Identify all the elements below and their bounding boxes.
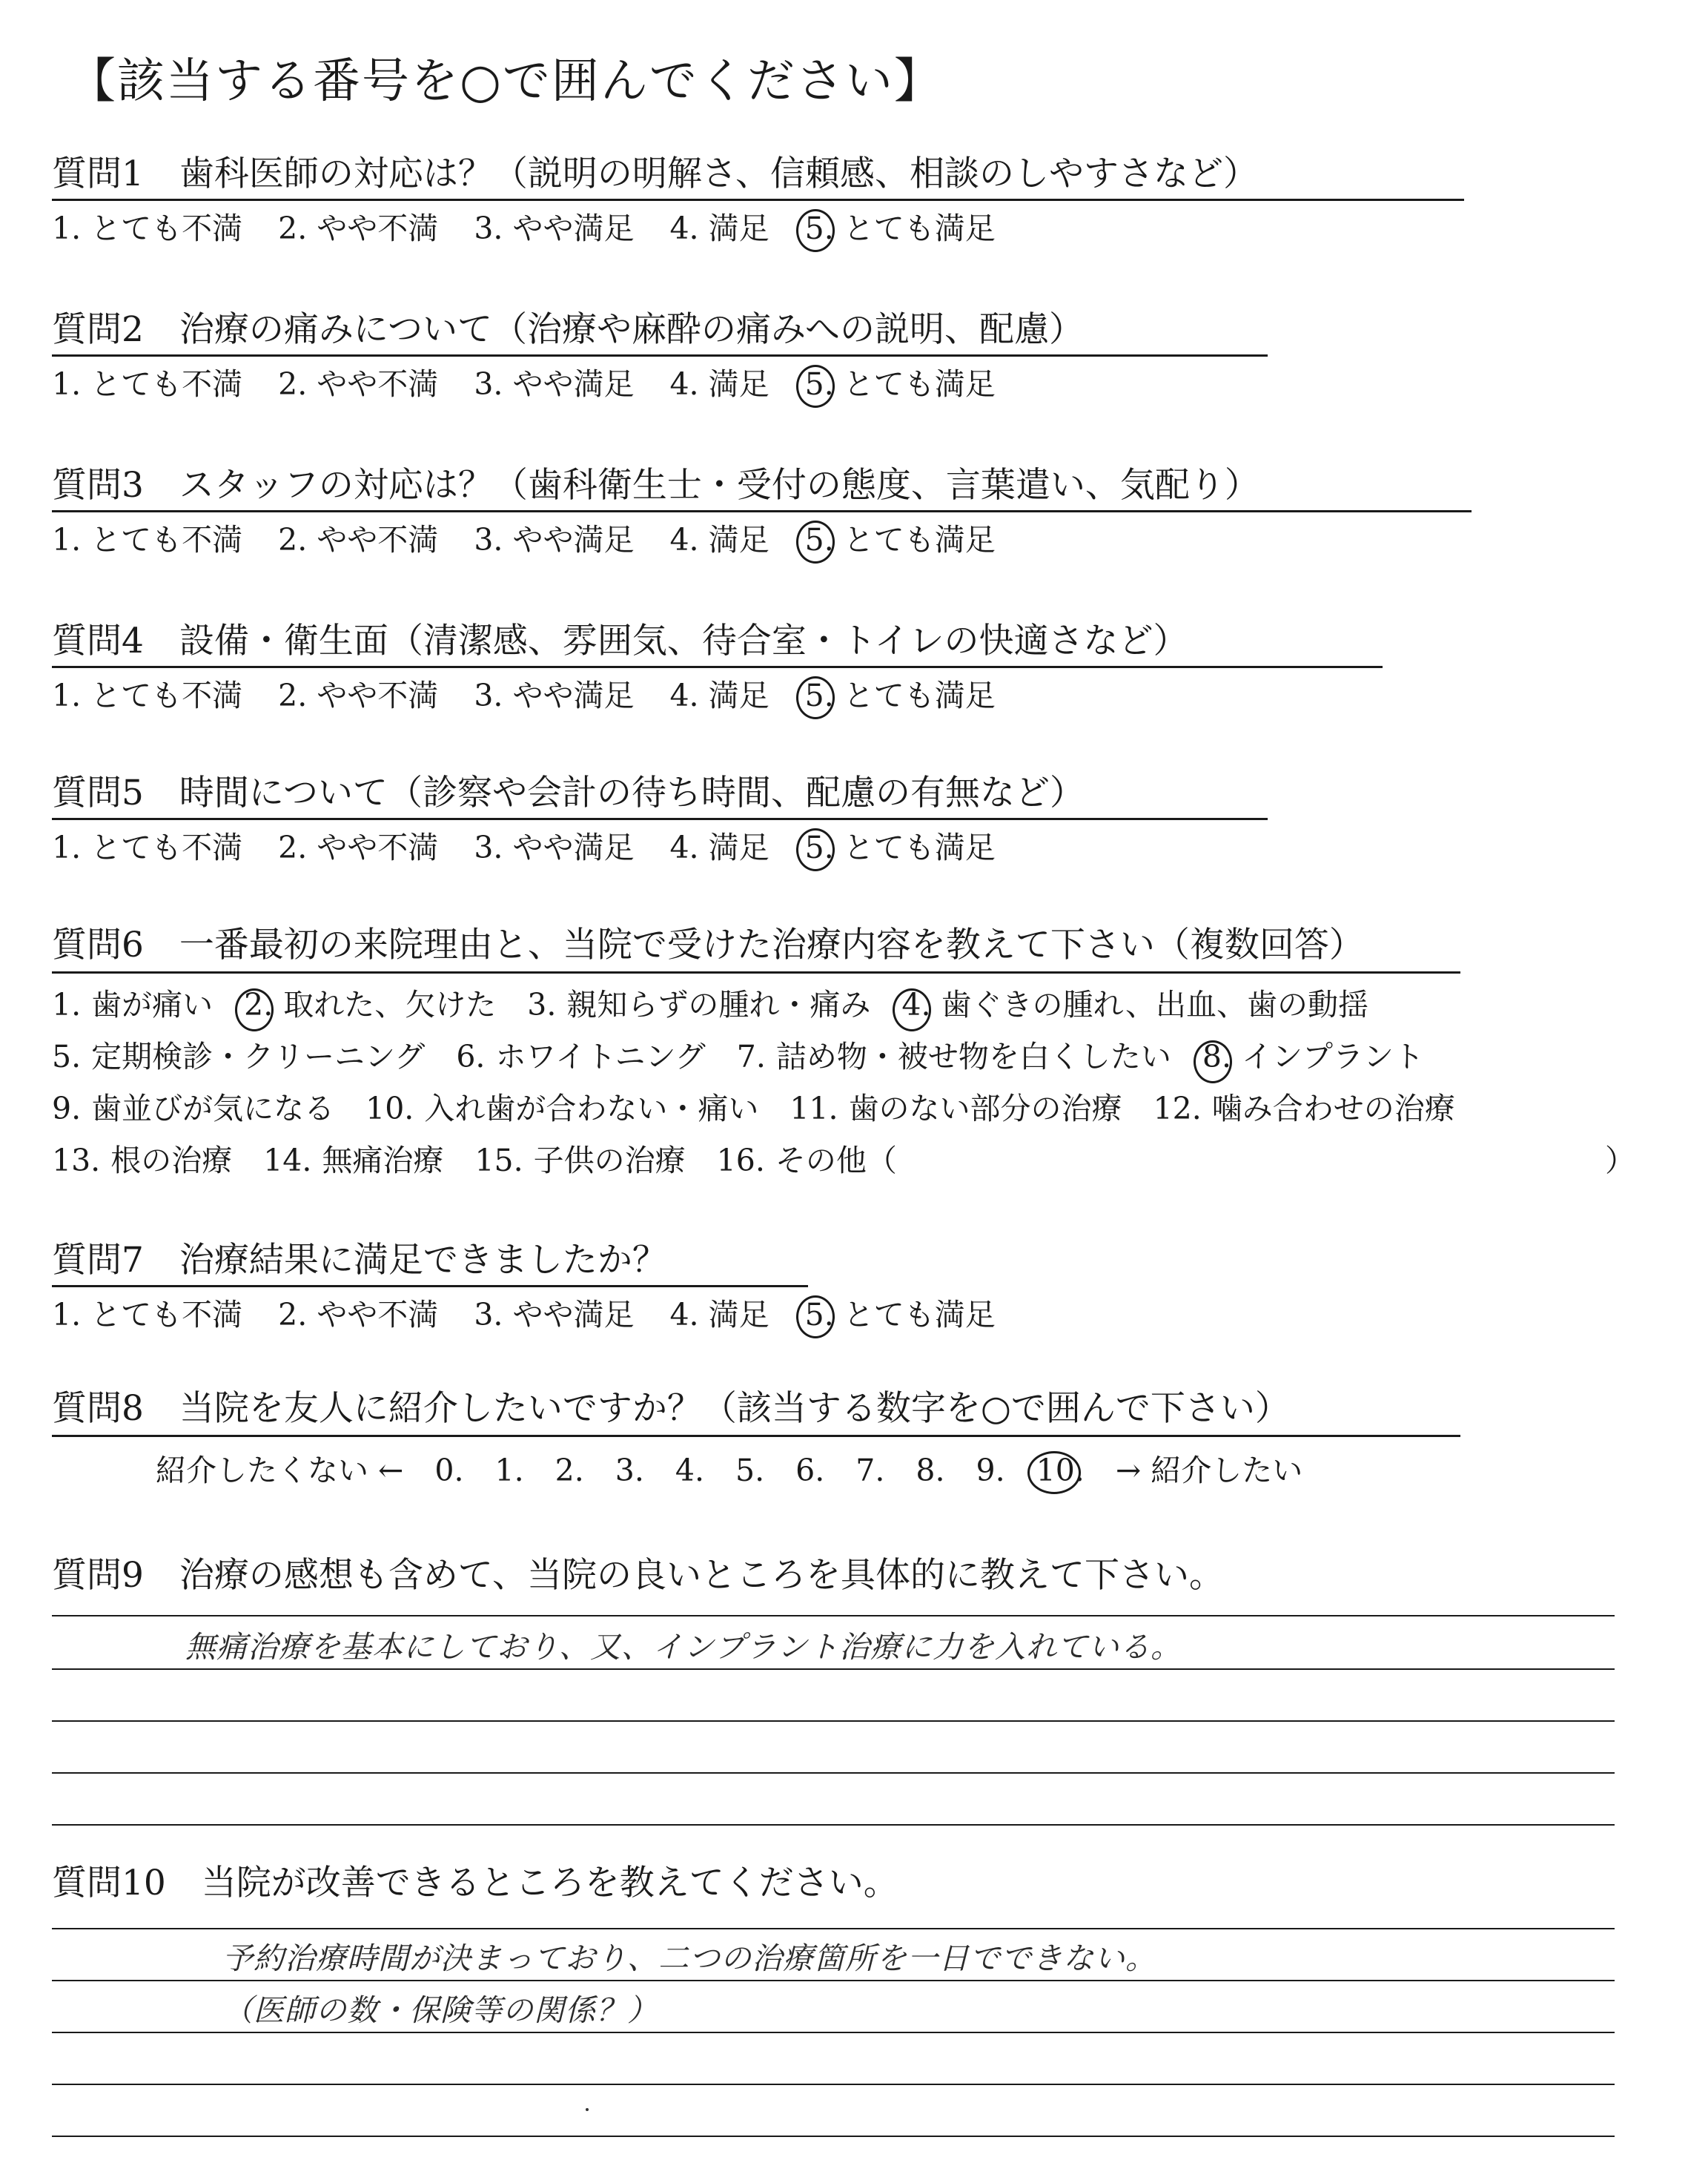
rating-option[interactable]: 1. とても不満 xyxy=(52,830,243,865)
question-number: 質問5 xyxy=(52,773,144,813)
stray-mark xyxy=(586,2108,589,2111)
question-underline xyxy=(52,199,1464,201)
treatment-option[interactable] xyxy=(52,1135,232,1186)
question-number: 質問8 xyxy=(52,1388,144,1429)
writing-line xyxy=(52,1615,1615,1616)
question-number: 質問1 xyxy=(52,153,144,194)
rating-option[interactable]: 2. やや不満 xyxy=(278,366,439,402)
option-number: 4. xyxy=(901,987,931,1023)
rating-option[interactable]: 2. やや不満 xyxy=(278,522,439,558)
question-text: 治療の痛みについて（治療や麻酔の痛みへの説明、配慮） xyxy=(179,309,1085,350)
writing-line xyxy=(52,1668,1615,1670)
rating-option[interactable]: 4. 満足 xyxy=(669,1297,769,1332)
rating-option-selected[interactable]: 5. とても満足 xyxy=(805,1294,996,1335)
rating-option[interactable]: 3. やや満足 xyxy=(474,211,635,246)
rating-option[interactable]: 3. やや満足 xyxy=(474,830,635,865)
treatment-option[interactable] xyxy=(456,1031,705,1083)
scale-value[interactable]: 2. xyxy=(555,1453,584,1488)
scale-value[interactable]: 6. xyxy=(795,1453,825,1488)
treatment-option[interactable] xyxy=(737,1031,1171,1083)
option-label: インプラント xyxy=(1242,1039,1424,1074)
option-number: 7. xyxy=(736,1039,766,1074)
option-number: 1. xyxy=(52,987,82,1023)
question-number: 質問4 xyxy=(52,621,144,661)
scale-value[interactable]: 7. xyxy=(855,1453,885,1488)
option-number: 15. xyxy=(474,1143,523,1178)
question-8-heading xyxy=(52,1387,1290,1431)
treatment-option[interactable] xyxy=(1153,1083,1455,1135)
question-text: 時間について（診察や会計の待ち時間、配慮の有無など） xyxy=(179,773,1085,813)
treatment-option[interactable] xyxy=(474,1135,685,1186)
question-number: 質問10 xyxy=(52,1863,166,1903)
handwritten-answer-line-2: （医師の数・保険等の関係？） xyxy=(222,1992,658,2028)
scale-value[interactable]: 4. xyxy=(675,1453,705,1488)
treatment-option[interactable] xyxy=(52,1083,334,1135)
question-number: 質問2 xyxy=(52,309,144,350)
question-3-options xyxy=(52,519,1031,561)
question-number: 質問3 xyxy=(52,465,144,506)
rating-option[interactable]: 4. 満足 xyxy=(669,830,769,865)
question-underline xyxy=(52,510,1472,512)
question-underline xyxy=(52,1285,808,1287)
question-5-heading xyxy=(52,771,1085,816)
rating-option[interactable]: 4. 満足 xyxy=(669,366,769,402)
question-2-heading xyxy=(52,308,1084,352)
treatment-option[interactable] xyxy=(52,979,213,1031)
rating-option[interactable]: 1. とても不満 xyxy=(52,211,243,246)
scale-value[interactable]: 3. xyxy=(615,1453,644,1488)
writing-line xyxy=(52,2084,1615,2085)
question-6-options xyxy=(52,979,1635,1186)
option-label: 親知らずの腫れ・痛み xyxy=(566,987,871,1023)
question-underline xyxy=(52,354,1268,357)
question-underline xyxy=(52,971,1460,974)
scale-value[interactable]: 0. xyxy=(434,1453,464,1488)
writing-line xyxy=(52,2136,1615,2137)
scale-value-selected[interactable]: 10. xyxy=(1036,1450,1085,1491)
handwritten-answer: 無痛治療を基本にしており、又、インプラント治療に力を入れている。 xyxy=(185,1629,1182,1665)
writing-line xyxy=(52,1980,1615,1981)
rating-option[interactable]: 3. やや満足 xyxy=(474,1297,635,1332)
question-underline xyxy=(52,1435,1460,1437)
writing-line xyxy=(52,1928,1615,1929)
rating-option[interactable]: 3. やや満足 xyxy=(474,366,635,402)
treatment-option[interactable] xyxy=(790,1083,1122,1135)
rating-option[interactable]: 4. 満足 xyxy=(669,211,769,246)
treatment-option[interactable] xyxy=(527,979,870,1031)
treatment-option[interactable] xyxy=(263,1135,443,1186)
question-underline xyxy=(52,818,1268,820)
scale-left-label: 紹介したくない ← xyxy=(156,1453,404,1488)
treatment-option[interactable] xyxy=(717,1135,897,1186)
option-number: 2. xyxy=(244,987,274,1023)
treatment-option-selected[interactable] xyxy=(244,979,496,1031)
question-number: 質問7 xyxy=(52,1240,144,1281)
writing-line xyxy=(52,1720,1615,1722)
option-label: 取れた、欠けた xyxy=(283,987,497,1023)
option-number: 12. xyxy=(1153,1091,1202,1126)
question-3-heading xyxy=(52,463,1260,508)
option-label: 歯並びが気になる xyxy=(91,1091,335,1126)
option-number: 13. xyxy=(52,1143,101,1178)
rating-option[interactable]: 2. やや不満 xyxy=(278,678,439,713)
option-number: 16. xyxy=(716,1143,765,1178)
question-number: 質問9 xyxy=(52,1555,144,1596)
question-text: スタッフの対応は？（歯科衛生士・受付の態度、言葉遣い、気配り） xyxy=(179,465,1260,506)
scale-right-label: → 紹介したい xyxy=(1115,1453,1303,1488)
question-10-heading xyxy=(52,1861,898,1906)
treatment-option[interactable] xyxy=(365,1083,758,1135)
rating-option-selected[interactable]: 5. とても満足 xyxy=(805,363,996,405)
option-number: 3. xyxy=(527,987,557,1023)
scale-value[interactable]: 1. xyxy=(494,1453,524,1488)
rating-option[interactable]: 4. 満足 xyxy=(669,522,769,558)
option-number: 6. xyxy=(456,1039,486,1074)
rating-option[interactable]: 3. やや満足 xyxy=(474,678,635,713)
treatment-option-selected[interactable] xyxy=(901,979,1368,1031)
writing-line xyxy=(52,1772,1615,1774)
other-close-paren: ） xyxy=(1605,1143,1635,1178)
treatment-option[interactable] xyxy=(52,1031,425,1083)
option-number: 14. xyxy=(263,1143,312,1178)
rating-option-selected[interactable]: 5. とても満足 xyxy=(805,827,996,868)
rating-option-selected[interactable]: 5. とても満足 xyxy=(805,675,996,716)
rating-option[interactable]: 4. 満足 xyxy=(669,678,769,713)
option-label: 無痛治療 xyxy=(322,1143,444,1178)
option-label: 根の治療 xyxy=(110,1143,233,1178)
handwritten-answer-line-1: 予約治療時間が決まっており、二つの治療箇所を一日でできない。 xyxy=(222,1941,1156,1976)
scale-value[interactable]: 8. xyxy=(916,1453,945,1488)
rating-option-selected[interactable]: 5. とても満足 xyxy=(805,208,996,249)
question-text: 歯科医師の対応は？（説明の明解さ、信頼感、相談のしやすさなど） xyxy=(179,153,1259,194)
form-title: 【該当する番号を○で囲んでください】 xyxy=(68,54,943,109)
option-number: 8. xyxy=(1202,1039,1231,1074)
question-text: 設備・衛生面（清潔感、雰囲気、待合室・トイレの快適さなど） xyxy=(179,621,1188,661)
question-2-options xyxy=(52,363,1031,405)
question-1-options xyxy=(52,208,1031,249)
option-label: 歯のない部分の治療 xyxy=(848,1091,1122,1126)
option-label: 子供の治療 xyxy=(533,1143,686,1178)
question-9-heading xyxy=(52,1553,1224,1598)
option-label: 詰め物・被せ物を白くしたい xyxy=(775,1039,1171,1074)
scale-value[interactable]: 5. xyxy=(735,1453,765,1488)
rating-option[interactable]: 2. やや不満 xyxy=(278,830,439,865)
rating-option[interactable]: 2. やや不満 xyxy=(278,1297,439,1332)
question-1-heading xyxy=(52,152,1258,196)
option-row xyxy=(52,979,1486,1031)
question-text: 治療結果に満足できましたか？ xyxy=(179,1240,667,1281)
question-text: 治療の感想も含めて、当院の良いところを具体的に教えて下さい。 xyxy=(179,1555,1224,1596)
option-row xyxy=(52,1135,1635,1186)
scale-value[interactable]: 9. xyxy=(976,1453,1005,1488)
question-4-options xyxy=(52,675,1031,716)
question-6-heading xyxy=(52,923,1364,968)
question-4-heading xyxy=(52,619,1188,664)
question-number: 質問6 xyxy=(52,925,144,965)
option-label: 歯が痛い xyxy=(91,987,214,1023)
option-row xyxy=(52,1031,1486,1083)
rating-option[interactable]: 1. とても不満 xyxy=(52,366,243,402)
question-text: 当院を友人に紹介したいですか？（該当する数字を○で囲んで下さい） xyxy=(179,1388,1290,1429)
writing-line xyxy=(52,1824,1615,1826)
question-7-options xyxy=(52,1294,1031,1335)
rating-option-selected[interactable]: 5. とても満足 xyxy=(805,519,996,561)
option-row xyxy=(52,1083,1486,1135)
option-number: 9. xyxy=(52,1091,82,1126)
question-8-scale xyxy=(156,1450,1302,1491)
rating-option[interactable]: 2. やや不満 xyxy=(278,211,439,246)
option-label: その他（ xyxy=(775,1143,897,1178)
option-label: 入れ歯が合わない・痛い xyxy=(424,1091,759,1126)
writing-line xyxy=(52,2032,1615,2033)
option-label: ホワイトニング xyxy=(495,1039,706,1074)
rating-option[interactable]: 1. とても不満 xyxy=(52,522,243,558)
question-text: 当院が改善できるところを教えてください。 xyxy=(201,1863,898,1903)
option-label: 噛み合わせの治療 xyxy=(1211,1091,1455,1126)
rating-option[interactable]: 1. とても不満 xyxy=(52,678,243,713)
rating-option[interactable]: 3. やや満足 xyxy=(474,522,635,558)
question-text: 一番最初の来院理由と、当院で受けた治療内容を教えて下さい（複数回答） xyxy=(179,925,1364,965)
question-7-heading xyxy=(52,1238,667,1283)
option-number: 10. xyxy=(365,1091,414,1126)
option-number: 11. xyxy=(790,1091,838,1126)
option-label: 定期検診・クリーニング xyxy=(91,1039,426,1074)
treatment-option-selected[interactable] xyxy=(1202,1031,1424,1083)
rating-option[interactable]: 1. とても不満 xyxy=(52,1297,243,1332)
option-number: 5. xyxy=(52,1039,82,1074)
option-label: 歯ぐきの腫れ、出血、歯の動揺 xyxy=(941,987,1368,1023)
question-underline xyxy=(52,666,1383,668)
question-5-options xyxy=(52,827,1031,868)
